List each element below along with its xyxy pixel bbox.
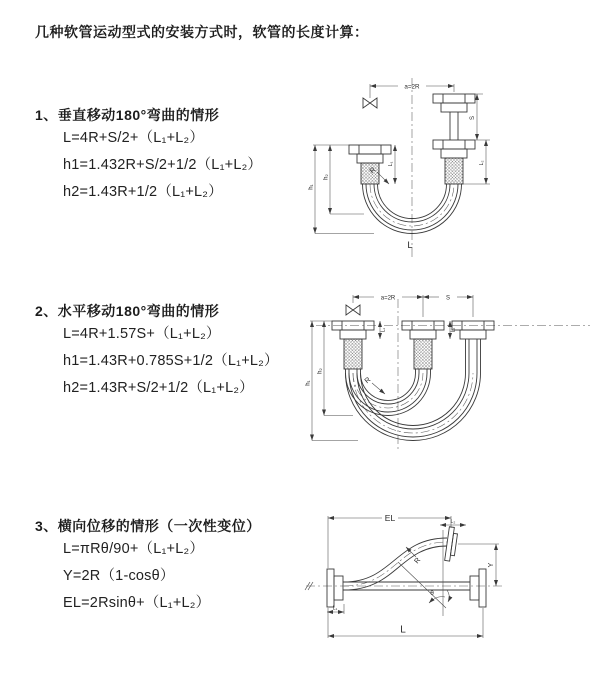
dimension-lines <box>327 516 499 638</box>
dim-label-l1: L₁ <box>388 161 394 167</box>
dimension-lines <box>313 84 490 234</box>
dim-label-l1: L₁ <box>380 327 387 333</box>
formula-line: h2=1.43R+S/2+1/2（L₁+L₂） <box>63 380 254 396</box>
section-vertical-movement <box>35 105 310 206</box>
centerlines <box>306 542 503 586</box>
diagram-horizontal-180-bend <box>298 283 598 458</box>
s-curve-hose <box>344 538 447 582</box>
section-3-heading: 3、横向位移的情形（一次性变位） <box>35 518 261 534</box>
formula-line: L=4R+1.57S+（L₁+L₂） <box>63 326 221 342</box>
formula-line: L=4R+S/2+（L₁+L₂） <box>63 130 205 146</box>
dim-label-el: EL <box>384 513 396 523</box>
dim-label-y: Y <box>488 562 495 568</box>
dim-label-width: a=2R <box>380 295 396 302</box>
diagram-lateral-displacement <box>298 498 600 658</box>
dim-label-l2: L₂ <box>450 327 457 333</box>
dimension-lines <box>310 295 473 441</box>
diagram-vertical-180-bend <box>302 72 592 267</box>
radius-label: R <box>367 164 378 176</box>
dim-label-l2: L₂ <box>450 519 456 525</box>
dim-label-l: L <box>400 624 406 636</box>
formula-line: h1=1.432R+S/2+1/2（L₁+L₂） <box>63 157 263 173</box>
dim-label-l2: L₂ <box>479 160 485 166</box>
section-lateral-displacement <box>35 516 310 617</box>
section-2-heading: 2、水平移动180°弯曲的情形 <box>35 303 220 319</box>
section-horizontal-movement <box>35 301 310 402</box>
hose-assembly <box>327 527 486 607</box>
braid-section <box>414 339 432 369</box>
formula-line: Y=2R（1-cosθ） <box>63 568 175 584</box>
formula-line: h2=1.43R+1/2（L₁+L₂） <box>63 184 223 200</box>
dim-label-width: a=2R <box>404 83 420 91</box>
radius-label: R <box>411 555 423 566</box>
dim-label-length: L <box>407 240 413 251</box>
u-bend-hose <box>346 373 431 416</box>
valve-icon <box>363 98 377 108</box>
braid-section <box>344 339 362 369</box>
dim-label-h1: h₁ <box>305 380 312 386</box>
page-title: 几种软管运动型式的安装方式时，软管的长度计算： <box>35 24 369 40</box>
valve-icon <box>346 305 360 315</box>
section-1-heading: 1、垂直移动180°弯曲的情形 <box>35 107 220 123</box>
dim-label-s: S <box>445 295 451 302</box>
dim-label-h2: h₂ <box>323 174 330 180</box>
formula-line: L=πRθ/90+（L₁+L₂） <box>63 541 205 557</box>
dim-label-h1: h₁ <box>308 184 315 190</box>
braid-section <box>445 158 463 184</box>
dim-label-h2: h₂ <box>317 368 324 374</box>
dim-label-l1: L₁ <box>332 605 338 612</box>
angle-label: θ <box>430 590 434 597</box>
formula-line: EL=2Rsinθ+（L₁+L₂） <box>63 595 211 611</box>
raised-flange <box>445 527 459 562</box>
dim-label-s: S <box>470 115 476 121</box>
radius-label: R <box>362 374 373 386</box>
formula-line: h1=1.43R+0.785S+1/2（L₁+L₂） <box>63 353 279 369</box>
